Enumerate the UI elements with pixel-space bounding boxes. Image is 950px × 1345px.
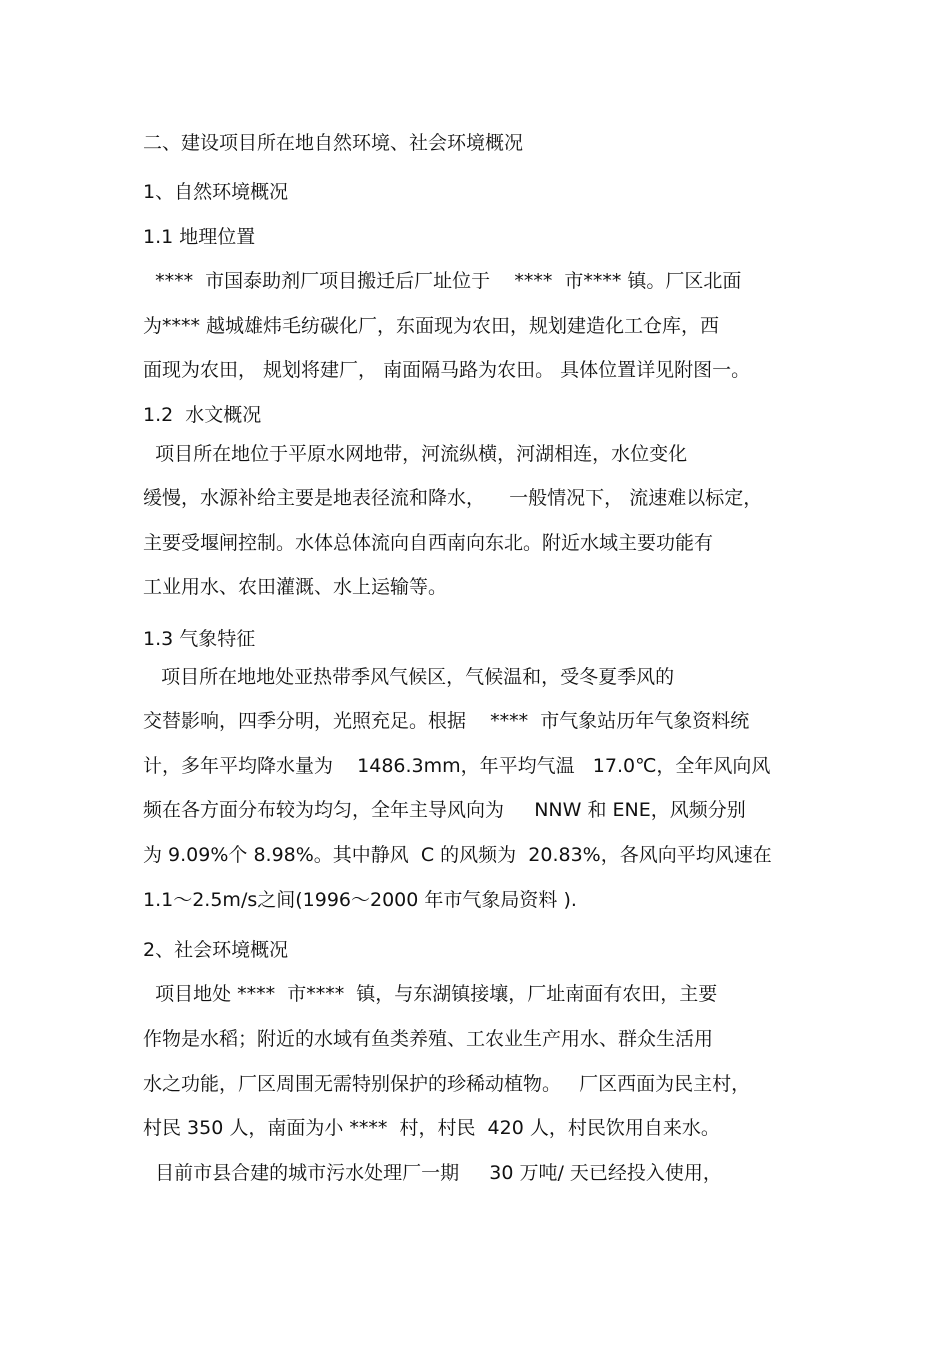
paragraph-line: 村民 350 人，南面为小 **** 村，村民 420 人，村民饮用自来水。 (143, 1117, 720, 1139)
paragraph-line: 水之功能，厂区周围无需特别保护的珍稀动植物。 厂区西面为民主村， (143, 1073, 751, 1095)
paragraph-line: 工业用水、农田灌溉、水上运输等。 (143, 576, 448, 598)
subheading-natural-environment: 1、自然环境概况 (143, 181, 289, 203)
paragraph-line: 面现为农田， 规划将建厂， 南面隔马路为农田。 具体位置详见附图一。 (143, 359, 751, 381)
paragraph-line: 交替影响，四季分明，光照充足。根据 **** 市气象站历年气象资料统 (143, 710, 750, 732)
section-heading: 二、建设项目所在地自然环境、社会环境概况 (143, 132, 524, 154)
paragraph-line: **** 市国泰助剂厂项目搬迁后厂址位于 **** 市**** 镇。厂区北面 (143, 270, 742, 292)
paragraph-line: 主要受堰闸控制。水体总体流向自西南向东北。附近水域主要功能有 (143, 532, 714, 554)
paragraph-line: 目前市县合建的城市污水处理厂一期 30 万吨/ 天已经投入使用， (143, 1162, 722, 1184)
paragraph-line: 频在各方面分布较为均匀，全年主导风向为 NNW 和 ENE，风频分别 (143, 799, 746, 821)
paragraph-line: 为 9.09%个 8.98%。其中静风 C 的风频为 20.83%，各风向平均风速在 (143, 844, 772, 866)
subheading-social-environment: 2、社会环境概况 (143, 939, 289, 961)
paragraph-line: 缓慢，水源补给主要是地表径流和降水， 一般情况下， 流速难以标定， (143, 487, 763, 509)
paragraph-line: 项目所在地地处亚热带季风气候区，气候温和，受冬夏季风的 (143, 666, 675, 688)
paragraph-line: 项目地处 **** 市**** 镇，与东湖镇接壤，厂址南面有农田，主要 (143, 983, 718, 1005)
paragraph-line: 项目所在地位于平原水网地带，河流纵横，河湖相连，水位变化 (143, 443, 688, 465)
paragraph-line: 1.1～2.5m/s之间(1996～2000 年市气象局资料 ). (143, 889, 577, 911)
subheading-geographic-location: 1.1 地理位置 (143, 226, 256, 248)
paragraph-line: 计，多年平均降水量为 1486.3mm，年平均气温 17.0℃，全年风向风 (143, 755, 771, 777)
paragraph-line: 作物是水稻；附近的水域有鱼类养殖、工农业生产用水、群众生活用 (143, 1028, 714, 1050)
subheading-meteorology: 1.3 气象特征 (143, 628, 256, 650)
subheading-hydrology: 1.2 水文概况 (143, 404, 262, 426)
paragraph-line: 为**** 越城雄炜毛纺碳化厂，东面现为农田，规划建造化工仓库，西 (143, 315, 720, 337)
